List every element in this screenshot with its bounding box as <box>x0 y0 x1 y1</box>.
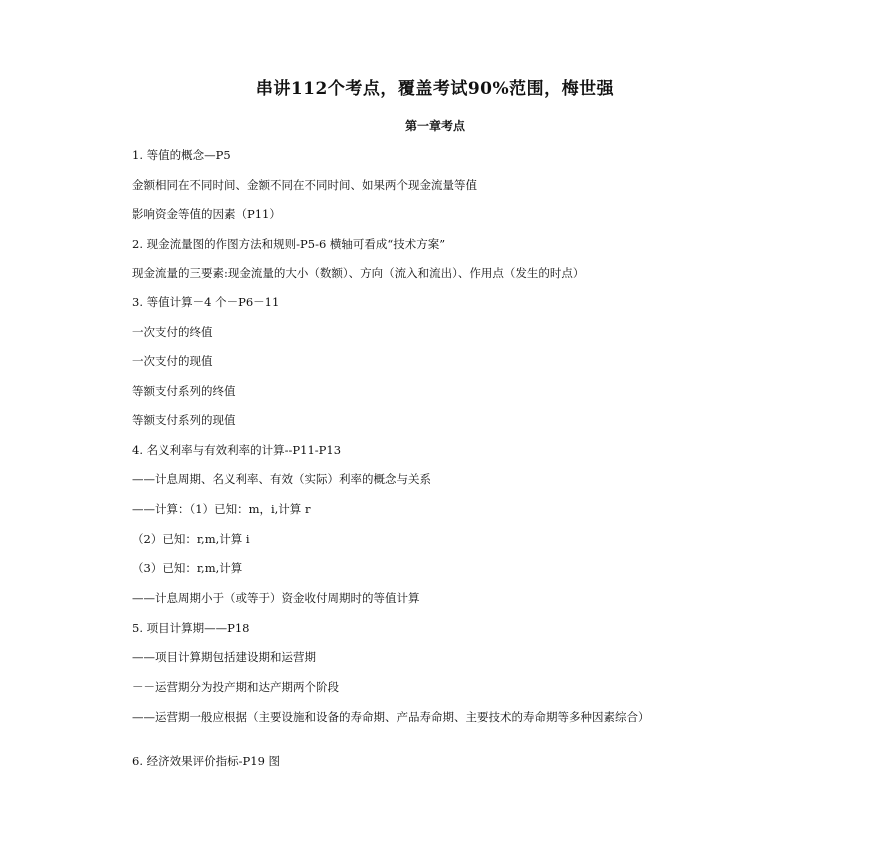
topic-heading: 6. 经济效果评价指标-P19 图 <box>132 754 281 768</box>
text-line: 一次支付的终值 <box>132 325 213 339</box>
text-line: －－运营期分为投产期和达产期两个阶段 <box>132 680 339 694</box>
topic-heading: 3. 等值计算－4 个－P6－11 <box>132 295 280 309</box>
topic-heading: 2. 现金流量图的作图方法和规则-P5-6 横轴可看成“技术方案” <box>132 237 446 251</box>
text-line: 影响资金等值的因素（P11） <box>132 207 281 221</box>
text-line: 现金流量的三要素:现金流量的大小（数额）、方向（流入和流出）、作用点（发生的时点） <box>132 266 585 280</box>
text-line: （3）已知：r,m,计算 <box>132 561 243 575</box>
topic-heading: 1. 等值的概念—P5 <box>132 148 231 162</box>
text-line: 金额相同在不同时间、金额不同在不同时间、如果两个现金流量等值 <box>132 178 477 192</box>
page-title: 串讲112个考点，覆盖考试90%范围，梅世强 <box>255 79 615 99</box>
text-line: ——项目计算期包括建设期和运营期 <box>132 650 316 664</box>
text-line: ——计算：（1）已知：m，i,计算 r <box>132 502 311 516</box>
text-line: 一次支付的现值 <box>132 354 213 368</box>
text-line: 等额支付系列的现值 <box>132 413 236 427</box>
text-line: （2）已知：r,m,计算 i <box>132 532 250 546</box>
text-line: ——运营期一般应根据（主要设施和设备的寿命期、产品寿命期、主要技术的寿命期等多种因素综合） <box>132 710 650 724</box>
topic-heading: 5. 项目计算期——P18 <box>132 621 250 635</box>
chapter-heading: 第一章考点 <box>404 119 465 133</box>
text-line: 等额支付系列的终值 <box>132 384 236 398</box>
text-line: ——计息周期小于（或等于）资金收付周期时的等值计算 <box>132 591 420 605</box>
text-line: ——计息周期、名义利率、有效（实际）利率的概念与关系 <box>132 472 431 486</box>
topic-heading: 4. 名义利率与有效利率的计算--P11-P13 <box>132 443 342 457</box>
